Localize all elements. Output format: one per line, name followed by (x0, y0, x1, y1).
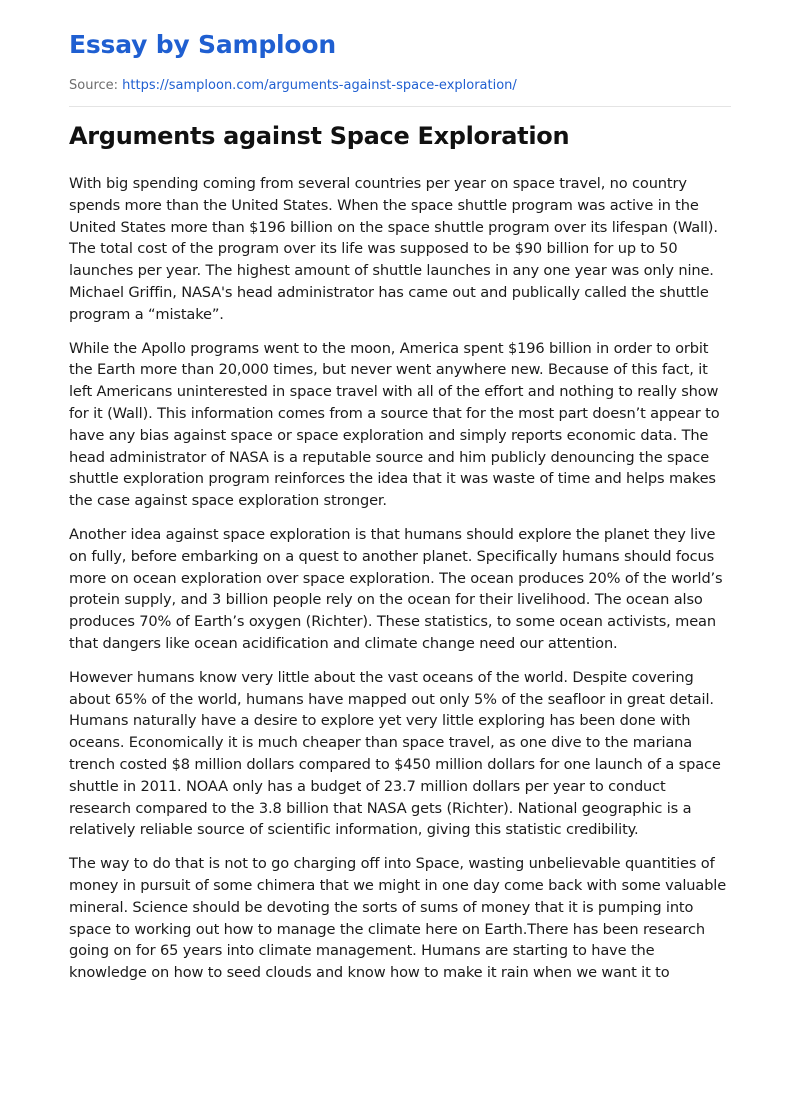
page-header (69, 0, 731, 107)
source-label: Source: (69, 78, 119, 93)
paragraph: With big spending coming from several countries per year on space travel, no country spends more than the United States. When the space shuttle program was active in the United States more than $196 billion on the space shuttle program over its lifespan (Wall). The total cost of the program over its life was supposed to be $90 billion for up to 50 launches per year. The highest amount of shuttle launches in any one year was only nine. Michael Griffin, NASA's head administrator has came out and publically called the shuttle program a “mistake”. (69, 175, 718, 323)
brand-logo-text[interactable]: Essay by Samploon (69, 30, 336, 59)
source-link[interactable]: https://samploon.com/arguments-against-space-exploration/ (122, 78, 517, 93)
paragraph: The way to do that is not to go charging off into Space, wasting unbelievable quantities of money in pursuit of some chimera that we might in one day come back with some valuable mineral. Science should be devoting the sorts of sums of money that it is pumping into space to working out how to manage the climate here on Earth.There has been research going on for 65 years into climate management. Humans are starting to have the knowledge on how to seed clouds and know how to make it rain when we want it to (69, 855, 727, 982)
paragraph: However humans know very little about the vast oceans of the world. Despite covering about 65% of the world, humans have mapped out only 5% of the seafloor in great detail. Humans naturally have a desire to explore yet very little exploring has been done with oceans. Economically it is much cheaper than space travel, as one dive to the mariana trench costed $8 million dollars compared to $450 million dollars for one launch of a space shuttle in 2011. NOAA only has a budget of 23.7 million dollars per year to conduct research compared to the 3.8 billion that NASA gets (Richter). National geographic is a relatively reliable source of scientific information, giving this statistic credibility. (69, 668, 721, 839)
essay-body (69, 173, 731, 984)
paragraph: While the Apollo programs went to the moon, America spent $196 billion in order to orbit the Earth more than 20,000 times, but never went anywhere new. Because of this fact, it left Americans uninterested in space travel with all of the effort and nothing to really show for it (Wall). This information comes from a source that for the most part doesn’t appear to have any bias against space or space exploration and simply reports economic data. The head administrator of NASA is a reputable source and him publicly denouncing the space shuttle exploration program reinforces the idea that it was waste of time and helps makes the case against space exploration stronger. (69, 339, 720, 510)
source-line (69, 77, 731, 95)
paragraph: Another idea against space exploration is that humans should explore the planet they live on fully, before embarking on a quest to another planet. Specifically humans should focus more on ocean exploration over space exploration. The ocean produces 20% of the world’s protein supply, and 3 billion people rely on the ocean for their livelihood. The ocean also produces 70% of Earth’s oxygen (Richter). These statistics, to some ocean activists, mean that dangers like ocean acidification and climate change need our attention. (69, 525, 723, 652)
essay-title: Arguments against Space Exploration (69, 122, 570, 150)
header-divider (69, 106, 731, 107)
